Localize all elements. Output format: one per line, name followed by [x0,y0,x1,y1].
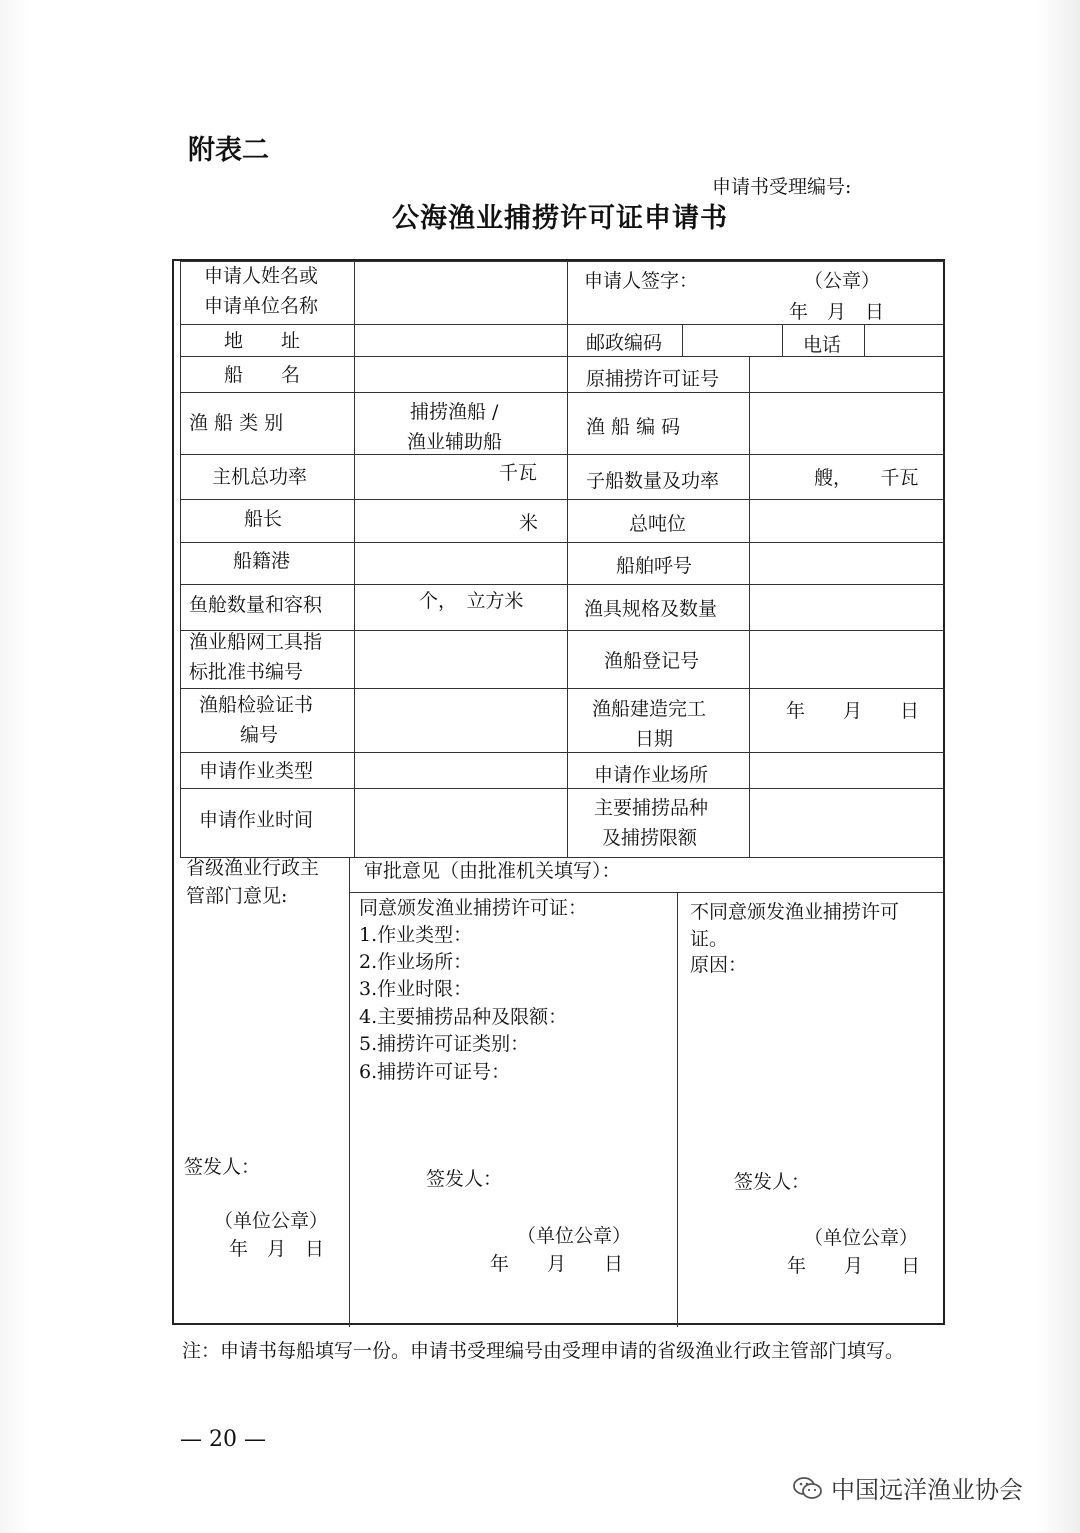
inspection-label-2: 编号 [240,724,279,746]
disagree-label: 不同意颁发渔业捕捞许可 [690,901,900,923]
vessel-length-label: 船长 [244,508,283,530]
applicant-name-label-2: 申请单位名称 [204,295,319,317]
species-label-2: 及捕捞限额 [602,827,698,849]
page-number: — 20 — [180,1427,266,1452]
disagree-signer-label: 签发人： [734,1171,811,1193]
postcode-label: 邮政编码 [586,332,663,354]
application-form-table [172,259,945,1325]
build-date-label: 渔船建造完工 [592,698,707,720]
applicant-signature-label: 申请人签字： [584,270,699,292]
approval-opinion-label: 审批意见（由批准机关填写）： [364,860,621,882]
reason-label: 原因： [690,954,748,976]
registration-label: 渔船登记号 [604,650,700,672]
call-sign-label: 船舶呼号 [616,555,693,577]
net-approval-label-2: 标批准书编号 [189,661,304,683]
engine-power-unit: 千瓦 [499,462,538,484]
agree-title: 同意颁发渔业捕捞许可证： [359,897,588,919]
inspection-label: 渔船检验证书 [199,694,314,716]
agree-item: 4.主要捕捞品种及限额： [359,1006,568,1028]
agree-item: 5.捕捞许可证类别： [359,1033,530,1055]
footnote: 注：申请书每船填写一份。申请书受理编号由受理申请的省级渔业行政主管部门填写。 [182,1340,905,1362]
watermark [793,1470,1023,1505]
work-time-label: 申请作业时间 [199,809,314,831]
gear-spec-label: 渔具规格及数量 [584,598,718,620]
disagree-date-label: 年 月 日 [787,1255,921,1277]
vessel-code-label: 渔 船 编 码 [586,416,681,438]
home-port-label: 船籍港 [233,550,291,572]
provincial-opinion-label: 省级渔业行政主 [186,857,320,879]
agree-item: 2.作业场所： [359,951,473,973]
applicant-name-label: 申请人姓名或 [204,265,319,287]
net-approval-label: 渔业船网工具指 [189,631,323,653]
build-date-label-2: 日期 [635,728,674,750]
agree-item: 6.捕捞许可证号： [359,1061,511,1083]
attachment-heading: 附表二 [188,135,269,166]
agree-item: 1.作业类型： [359,924,473,946]
engine-power-label: 主机总功率 [212,466,308,488]
provincial-signer-label: 签发人： [184,1156,261,1178]
applicant-date-label: 年 月 日 [789,301,885,323]
work-type-label: 申请作业类型 [199,760,314,782]
agree-seal-label: （单位公章） [517,1225,632,1247]
address-label: 地 址 [224,330,301,352]
vessel-length-unit: 米 [519,512,539,534]
vessel-type-value: 捕捞渔船 / [410,401,499,423]
wechat-icon [793,1476,823,1500]
applicant-seal-label: （公章） [804,270,881,292]
vessel-name-label: 船 名 [224,364,301,386]
agree-date-label: 年 月 日 [490,1253,624,1275]
build-date-value: 年 月 日 [786,700,920,722]
disagree-label-2: 证。 [690,928,729,950]
watermark-text: 中国远洋渔业协会 [831,1476,1023,1504]
species-label: 主要捕捞品种 [594,797,709,819]
page-title: 公海渔业捕捞许可证申请书 [392,203,728,234]
agree-signer-label: 签发人： [426,1168,503,1190]
work-area-label: 申请作业场所 [594,764,709,786]
provincial-date-label: 年 月 日 [229,1238,325,1260]
provincial-opinion-label-2: 管部门意见: [186,885,288,907]
acceptance-number-label: 申请书受理编号: [712,176,852,198]
vessel-type-label: 渔 船 类 别 [189,412,284,434]
disagree-seal-label: （单位公章） [804,1227,919,1249]
phone-label: 电话 [803,334,842,356]
sub-boats-value: 艘， 千瓦 [814,467,919,489]
tonnage-label: 总吨位 [629,513,687,535]
original-license-label: 原捕捞许可证号 [586,368,720,390]
provincial-seal-label: （单位公章） [214,1210,329,1232]
vessel-type-value-2: 渔业辅助船 [407,431,503,453]
fish-hold-value: 个， 立方米 [419,590,524,612]
agree-item: 3.作业时限： [359,978,473,1000]
sub-boats-label: 子船数量及功率 [586,470,720,492]
fish-hold-label: 鱼舱数量和容积 [189,594,323,616]
